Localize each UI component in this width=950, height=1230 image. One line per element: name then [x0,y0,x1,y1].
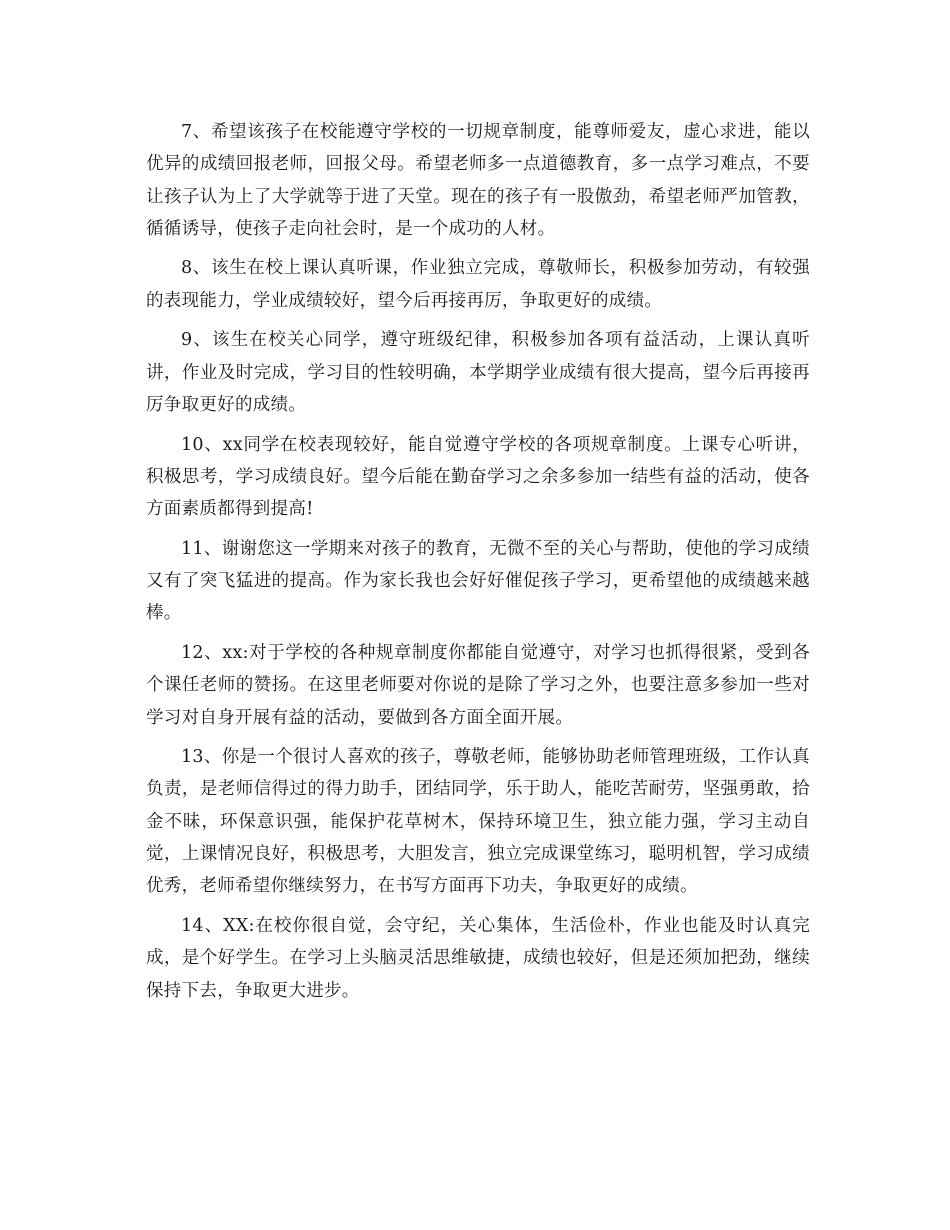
comment-paragraph-12: 12、xx:对于学校的各种规章制度你都能自觉遵守，对学习也抓得很紧，受到各个课任老师的赞扬。在这里老师要对你说的是除了学习之外，也要注意多参加一些对学习对自身开展有益的活动，要做到各方面全面开展。 [146,642,810,728]
document-body [146,116,810,1014]
comment-paragraph-7: 7、希望该孩子在校能遵守学校的一切规章制度，能尊师爱友，虚心求进，能以优异的成绩回报老师，回报父母。希望老师多一点道德教育，多一点学习难点，不要让孩子认为上了大学就等于进了天堂。现在的孩子有一股傲劲，希望老师严加管教，循循诱导，使孩子走向社会时，是一个成功的人材。 [146,122,810,239]
comment-paragraph-13: 13、你是一个很讨人喜欢的孩子，尊敬老师，能够协助老师管理班级，工作认真负责，是老师信得过的得力助手，团结同学，乐于助人，能吃苦耐劳，坚强勇敢，拾金不昧，环保意识强，能保护花草树木，保持环境卫生，独立能力强，学习主动自觉，上课情况良好，积极思考，大胆发言，独立完成课堂练习，聪明机智，学习成绩优秀，老师希望你继续努力，在书写方面再下功夫，争取更好的成绩。 [146,747,810,897]
comment-paragraph-9: 9、该生在校关心同学，遵守班级纪律，积极参加各项有益活动，上课认真听讲，作业及时完成，学习目的性较明确，本学期学业成绩有很大提高，望今后再接再厉争取更好的成绩。 [146,330,810,415]
comment-paragraph-10: 10、xx同学在校表现较好，能自觉遵守学校的各项规章制度。上课专心听讲，积极思考，学习成绩良好。望今后能在勤奋学习之余多参加一结些有益的活动，使各方面素质都得到提高! [146,434,810,520]
comment-paragraph-11: 11、谢谢您这一学期来对孩子的教育，无微不至的关心与帮助，使他的学习成绩又有了突飞猛进的提高。作为家长我也会好好催促孩子学习，更希望他的成绩越来越棒。 [146,538,810,624]
comment-paragraph-8: 8、该生在校上课认真听课，作业独立完成，尊敬师长，积极参加劳动，有较强的表现能力，学业成绩较好，望今后再接再厉，争取更好的成绩。 [146,258,810,311]
comment-paragraph-14: 14、XX:在校你很自觉，会守纪，关心集体，生活俭朴，作业也能及时认真完成，是个好学生。在学习上头脑灵活思维敏捷，成绩也较好，但是还须加把劲，继续保持下去，争取更大进步。 [146,915,810,1001]
